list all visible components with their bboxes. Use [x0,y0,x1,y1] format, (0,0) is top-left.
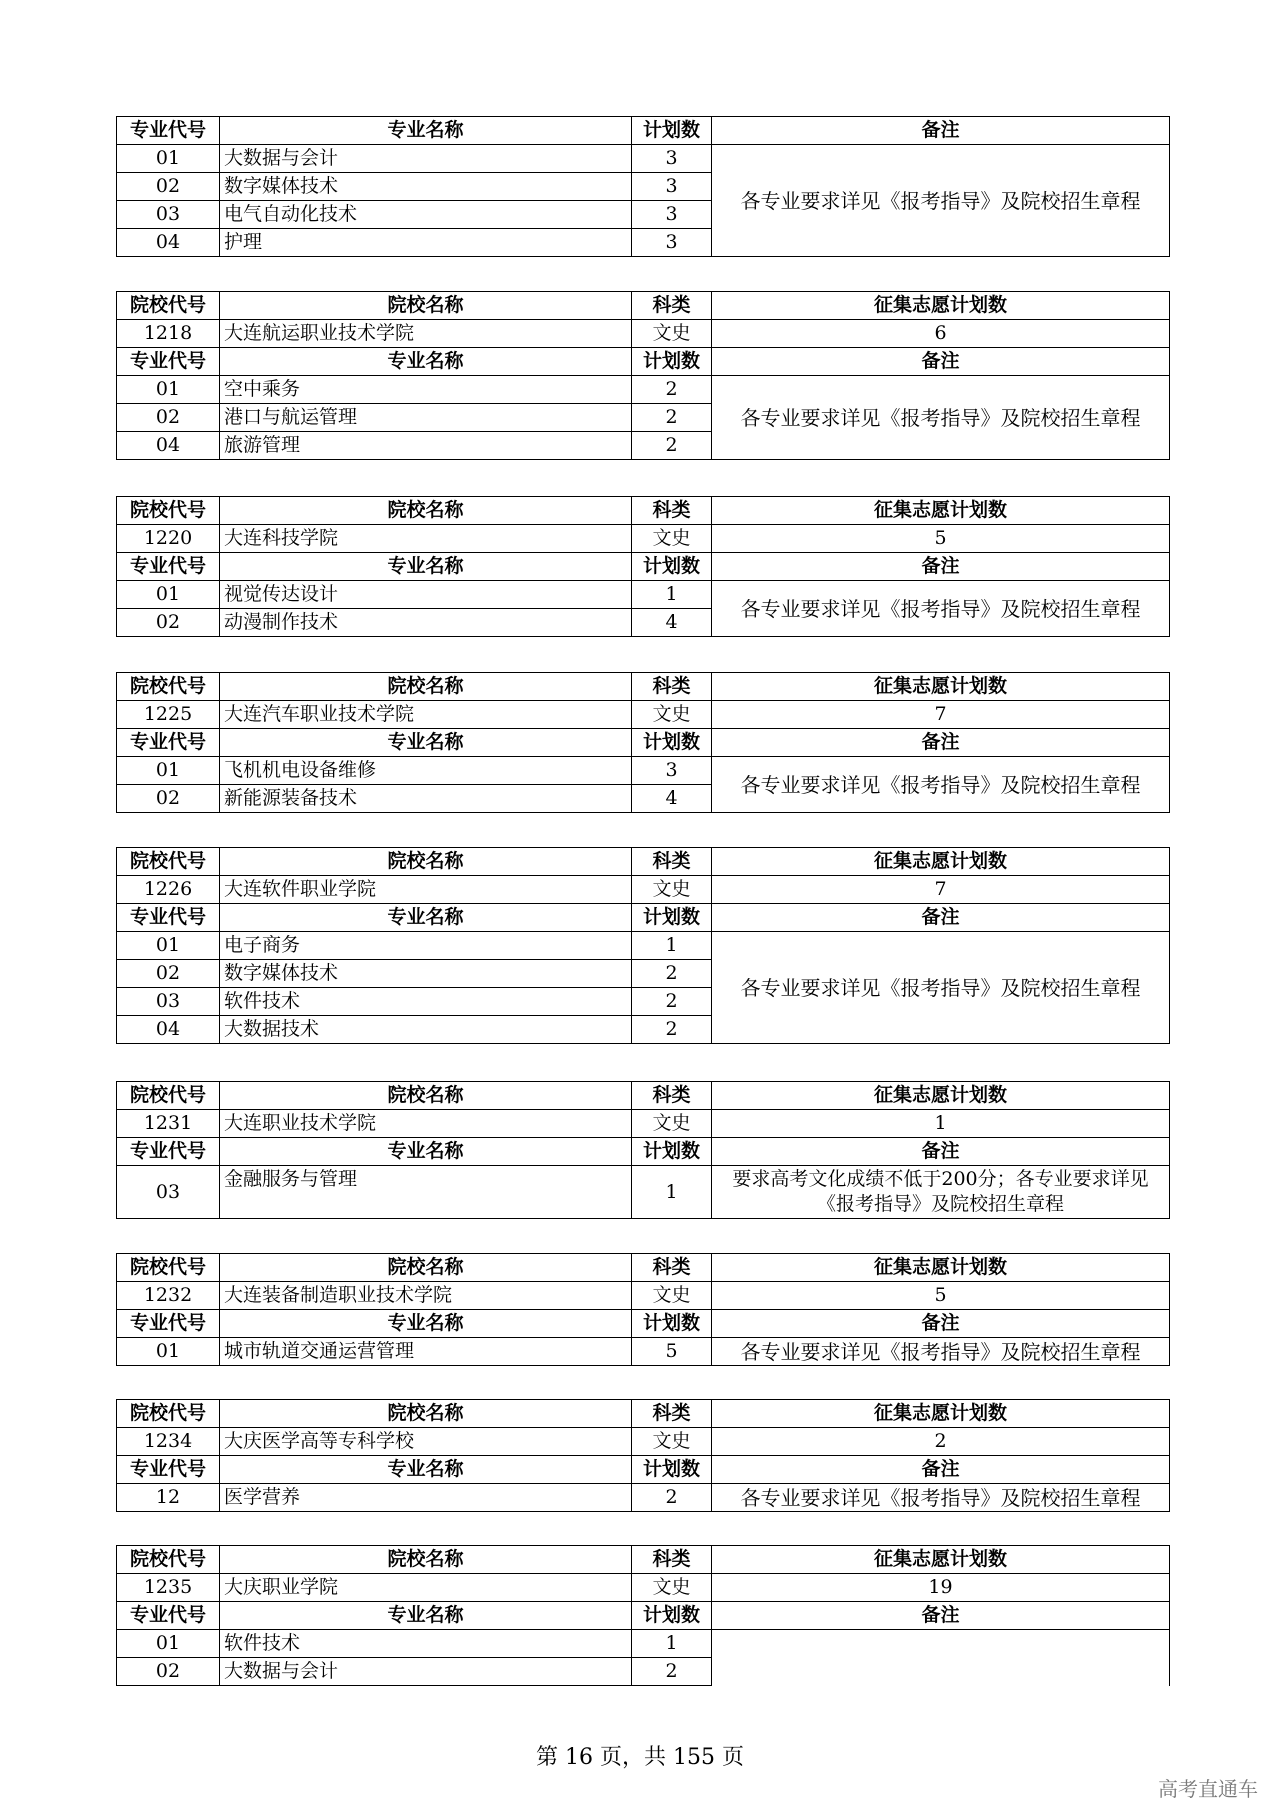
school-plan-total: 5 [712,1282,1170,1310]
major-code: 04 [117,432,220,460]
major-name: 电气自动化技术 [220,201,632,229]
header-category: 科类 [632,673,712,701]
school-category: 文史 [632,320,712,348]
header-category: 科类 [632,497,712,525]
header-plan-total: 征集志愿计划数 [712,848,1170,876]
header-remark: 备注 [712,1602,1170,1630]
header-school-code: 院校代号 [117,673,220,701]
header-major-name: 专业名称 [220,729,632,757]
school-name: 大庆医学高等专科学校 [220,1428,632,1456]
header-school-code: 院校代号 [117,848,220,876]
header-major-code: 专业代号 [117,729,220,757]
header-school-code: 院校代号 [117,1082,220,1110]
school-table-1218 [116,291,1170,460]
major-code: 04 [117,229,220,257]
major-name: 空中乘务 [220,376,632,404]
major-code: 02 [117,404,220,432]
header-plan-total: 征集志愿计划数 [712,673,1170,701]
school-table-1220 [116,496,1170,637]
header-category: 科类 [632,1400,712,1428]
school-info-row [117,1574,1170,1602]
header-plan-total: 征集志愿计划数 [712,1400,1170,1428]
school-plan-total: 7 [712,701,1170,729]
major-remark: 各专业要求详见《报考指导》及院校招生章程 [712,376,1170,460]
school-header-row [117,848,1170,876]
major-name: 数字媒体技术 [220,960,632,988]
major-header-row [117,553,1170,581]
major-code: 01 [117,757,220,785]
major-code: 01 [117,581,220,609]
header-category: 科类 [632,848,712,876]
major-plan-count: 3 [632,757,712,785]
major-name: 大数据与会计 [220,145,632,173]
header-remark: 备注 [712,1310,1170,1338]
school-name: 大庆职业学院 [220,1574,632,1602]
major-header-row [117,1456,1170,1484]
major-code: 12 [117,1484,220,1512]
school-header-row [117,497,1170,525]
header-remark: 备注 [712,553,1170,581]
major-name: 新能源装备技术 [220,785,632,813]
major-name: 旅游管理 [220,432,632,460]
major-plan-count: 2 [632,1658,712,1686]
major-plan-count: 4 [632,609,712,637]
major-plan-count: 2 [632,1484,712,1512]
header-school-code: 院校代号 [117,1400,220,1428]
school-table-1232 [116,1253,1170,1366]
table-row [117,932,1170,960]
major-name: 数字媒体技术 [220,173,632,201]
header-plan-total: 征集志愿计划数 [712,1254,1170,1282]
major-name: 动漫制作技术 [220,609,632,637]
school-name: 大连汽车职业技术学院 [220,701,632,729]
major-code: 02 [117,609,220,637]
major-remark: 要求高考文化成绩不低于200分；各专业要求详见《报考指导》及院校招生章程 [712,1166,1170,1219]
school-plan-total: 19 [712,1574,1170,1602]
school-table-1225 [116,672,1170,813]
major-name: 医学营养 [220,1484,632,1512]
major-plan-count: 3 [632,173,712,201]
school-plan-total: 5 [712,525,1170,553]
school-header-row [117,1546,1170,1574]
major-plan-count: 1 [632,581,712,609]
school-category: 文史 [632,1574,712,1602]
school-category: 文史 [632,1428,712,1456]
major-plan-count: 2 [632,960,712,988]
header-category: 科类 [632,1082,712,1110]
major-name: 城市轨道交通运营管理 [220,1338,632,1366]
header-major-name: 专业名称 [220,117,632,145]
table-row [117,145,1170,173]
school-code: 1220 [117,525,220,553]
header-school-name: 院校名称 [220,848,632,876]
major-plan-count: 2 [632,1016,712,1044]
major-name: 大数据与会计 [220,1658,632,1686]
header-plan-total: 征集志愿计划数 [712,292,1170,320]
table-row [117,757,1170,785]
header-category: 科类 [632,1546,712,1574]
header-school-name: 院校名称 [220,1082,632,1110]
major-code: 01 [117,376,220,404]
header-school-code: 院校代号 [117,497,220,525]
header-remark: 备注 [712,348,1170,376]
header-major-code: 专业代号 [117,1602,220,1630]
header-remark: 备注 [712,1456,1170,1484]
header-plan-count: 计划数 [632,729,712,757]
major-name: 港口与航运管理 [220,404,632,432]
header-major-name: 专业名称 [220,348,632,376]
school-category: 文史 [632,1110,712,1138]
header-plan-count: 计划数 [632,1602,712,1630]
header-school-name: 院校名称 [220,673,632,701]
continued-majors-table [116,116,1170,257]
school-info-row [117,525,1170,553]
header-major-name: 专业名称 [220,1456,632,1484]
header-plan-count: 计划数 [632,904,712,932]
school-info-row [117,701,1170,729]
school-header-row [117,1082,1170,1110]
header-major-code: 专业代号 [117,117,220,145]
header-major-name: 专业名称 [220,1310,632,1338]
school-header-row [117,673,1170,701]
header-remark: 备注 [712,729,1170,757]
major-name: 视觉传达设计 [220,581,632,609]
table-row [117,376,1170,404]
major-header-row [117,904,1170,932]
major-plan-count: 2 [632,404,712,432]
major-remark [712,1630,1170,1686]
major-name: 电子商务 [220,932,632,960]
header-remark: 备注 [712,117,1170,145]
table-row [117,1484,1170,1512]
major-plan-count: 4 [632,785,712,813]
major-plan-count: 2 [632,432,712,460]
major-code: 02 [117,1658,220,1686]
major-name: 护理 [220,229,632,257]
major-code: 02 [117,960,220,988]
school-info-row [117,1110,1170,1138]
table-row [117,1166,1170,1219]
major-remark: 各专业要求详见《报考指导》及院校招生章程 [712,757,1170,813]
school-category: 文史 [632,876,712,904]
header-remark: 备注 [712,1138,1170,1166]
school-category: 文史 [632,525,712,553]
header-plan-count: 计划数 [632,117,712,145]
header-category: 科类 [632,1254,712,1282]
header-remark: 备注 [712,904,1170,932]
major-remark: 各专业要求详见《报考指导》及院校招生章程 [712,581,1170,637]
school-category: 文史 [632,1282,712,1310]
major-code: 01 [117,1630,220,1658]
major-plan-count: 3 [632,229,712,257]
header-plan-total: 征集志愿计划数 [712,497,1170,525]
major-remark: 各专业要求详见《报考指导》及院校招生章程 [712,932,1170,1044]
header-major-name: 专业名称 [220,553,632,581]
table-row [117,1338,1170,1366]
school-info-row [117,320,1170,348]
school-code: 1225 [117,701,220,729]
major-header-row [117,348,1170,376]
page-number: 第 16 页，共 155 页 [536,1745,744,1770]
table-header-row [117,117,1170,145]
header-major-code: 专业代号 [117,1456,220,1484]
header-plan-count: 计划数 [632,1310,712,1338]
header-school-name: 院校名称 [220,497,632,525]
school-header-row [117,1254,1170,1282]
major-plan-count: 1 [632,932,712,960]
header-plan-count: 计划数 [632,348,712,376]
table-row [117,1630,1170,1658]
major-name: 软件技术 [220,1630,632,1658]
header-major-name: 专业名称 [220,1138,632,1166]
school-name: 大连装备制造职业技术学院 [220,1282,632,1310]
school-name: 大连科技学院 [220,525,632,553]
major-remark: 各专业要求详见《报考指导》及院校招生章程 [712,1484,1170,1512]
header-plan-count: 计划数 [632,1138,712,1166]
header-plan-total: 征集志愿计划数 [712,1082,1170,1110]
major-remark: 各专业要求详见《报考指导》及院校招生章程 [712,145,1170,257]
major-name: 飞机机电设备维修 [220,757,632,785]
school-plan-total: 7 [712,876,1170,904]
header-major-name: 专业名称 [220,1602,632,1630]
header-school-code: 院校代号 [117,292,220,320]
major-code: 01 [117,1338,220,1366]
header-major-name: 专业名称 [220,904,632,932]
major-name: 软件技术 [220,988,632,1016]
major-plan-count: 3 [632,145,712,173]
major-plan-count: 5 [632,1338,712,1366]
school-code: 1234 [117,1428,220,1456]
header-major-code: 专业代号 [117,1138,220,1166]
header-school-code: 院校代号 [117,1546,220,1574]
header-category: 科类 [632,292,712,320]
major-header-row [117,1602,1170,1630]
school-info-row [117,876,1170,904]
school-name: 大连软件职业学院 [220,876,632,904]
table-row [117,581,1170,609]
major-remark: 各专业要求详见《报考指导》及院校招生章程 [712,1338,1170,1366]
header-plan-count: 计划数 [632,553,712,581]
school-info-row [117,1282,1170,1310]
major-code: 03 [117,988,220,1016]
school-header-row [117,292,1170,320]
school-header-row [117,1400,1170,1428]
school-table-1226 [116,847,1170,1044]
school-plan-total: 2 [712,1428,1170,1456]
header-major-code: 专业代号 [117,553,220,581]
school-table-1235 [116,1545,1170,1686]
school-name: 大连航运职业技术学院 [220,320,632,348]
major-plan-count: 1 [632,1166,712,1219]
header-plan-total: 征集志愿计划数 [712,1546,1170,1574]
school-table-1234 [116,1399,1170,1512]
header-school-name: 院校名称 [220,1546,632,1574]
school-table-1231 [116,1081,1170,1219]
header-school-name: 院校名称 [220,292,632,320]
major-name: 大数据技术 [220,1016,632,1044]
school-code: 1232 [117,1282,220,1310]
header-major-code: 专业代号 [117,348,220,376]
major-code: 03 [117,1166,220,1219]
major-plan-count: 2 [632,376,712,404]
header-school-name: 院校名称 [220,1400,632,1428]
header-major-code: 专业代号 [117,1310,220,1338]
major-code: 02 [117,173,220,201]
header-school-name: 院校名称 [220,1254,632,1282]
major-plan-count: 3 [632,201,712,229]
school-code: 1218 [117,320,220,348]
school-code: 1226 [117,876,220,904]
major-code: 03 [117,201,220,229]
header-major-code: 专业代号 [117,904,220,932]
school-category: 文史 [632,701,712,729]
watermark: 高考直通车 [1158,1777,1258,1801]
major-header-row [117,729,1170,757]
major-name: 金融服务与管理 [220,1166,632,1219]
school-code: 1235 [117,1574,220,1602]
school-plan-total: 6 [712,320,1170,348]
major-plan-count: 1 [632,1630,712,1658]
school-name: 大连职业技术学院 [220,1110,632,1138]
school-info-row [117,1428,1170,1456]
school-plan-total: 1 [712,1110,1170,1138]
major-code: 01 [117,932,220,960]
major-code: 01 [117,145,220,173]
major-header-row [117,1138,1170,1166]
major-code: 02 [117,785,220,813]
school-code: 1231 [117,1110,220,1138]
major-code: 04 [117,1016,220,1044]
major-plan-count: 2 [632,988,712,1016]
header-plan-count: 计划数 [632,1456,712,1484]
header-school-code: 院校代号 [117,1254,220,1282]
major-header-row [117,1310,1170,1338]
